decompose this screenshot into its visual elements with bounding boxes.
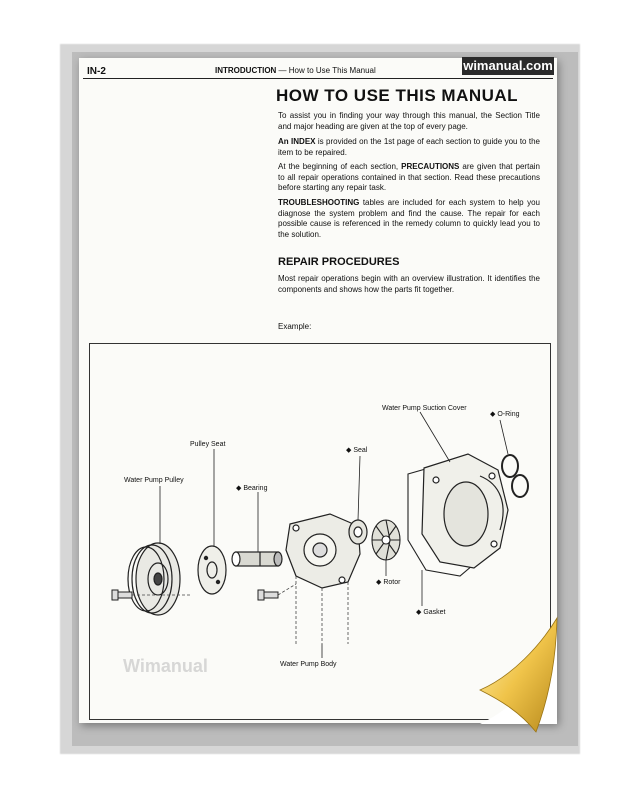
repair-paragraph: Most repair operations begin with an overview illustration. It identifies the components and shows how the parts fit together.	[278, 274, 540, 294]
label-pump-pulley: Water Pump Pulley	[124, 477, 184, 484]
watermark-banner: wimanual.com	[463, 58, 553, 73]
page-title: HOW TO USE THIS MANUAL	[276, 86, 519, 105]
label-seal: ◆ Seal	[346, 447, 368, 454]
label-gasket: ◆ Gasket	[416, 609, 446, 616]
watermark-logo: Wimanual	[123, 656, 208, 676]
index-text: is provided on the 1st page of each section to guide you to the item to be repaired.	[278, 137, 541, 157]
precautions-text-b: are given that pertain to all repair operations contained in that section. Read these precautions before starting any repair task.	[278, 162, 540, 192]
intro-paragraph: To assist you in finding your way through this manual, the Section Title and major heading are given at the top of every page.	[278, 111, 540, 131]
example-label: Example:	[278, 322, 312, 331]
label-bearing: ◆ Bearing	[236, 485, 268, 492]
troubleshooting-bold: TROUBLESHOOTING	[278, 198, 360, 207]
repair-heading: REPAIR PROCEDURES	[278, 256, 400, 268]
index-bold: An INDEX	[278, 137, 316, 146]
label-pulley-seat: Pulley Seat	[190, 441, 226, 448]
page-code: IN-2	[87, 66, 106, 77]
precautions-text-a: At the beginning of each section,	[278, 162, 402, 171]
header-subtitle: — How to Use This Manual	[276, 66, 376, 75]
label-rotor: ◆ Rotor	[376, 579, 401, 586]
label-o-ring: ◆ O-Ring	[490, 411, 520, 418]
label-pump-body: Water Pump Body	[280, 661, 337, 668]
label-suction-cover: Water Pump Suction Cover	[382, 405, 467, 412]
precautions-bold: PRECAUTIONS	[401, 162, 460, 171]
troubleshooting-text: tables are included for each system to help you diagnose the system problem and find the cause. The repair for each possible cause is referenced in the remedy column to quickly lead you to the solution.	[278, 198, 540, 239]
header-section: INTRODUCTION	[215, 66, 277, 75]
